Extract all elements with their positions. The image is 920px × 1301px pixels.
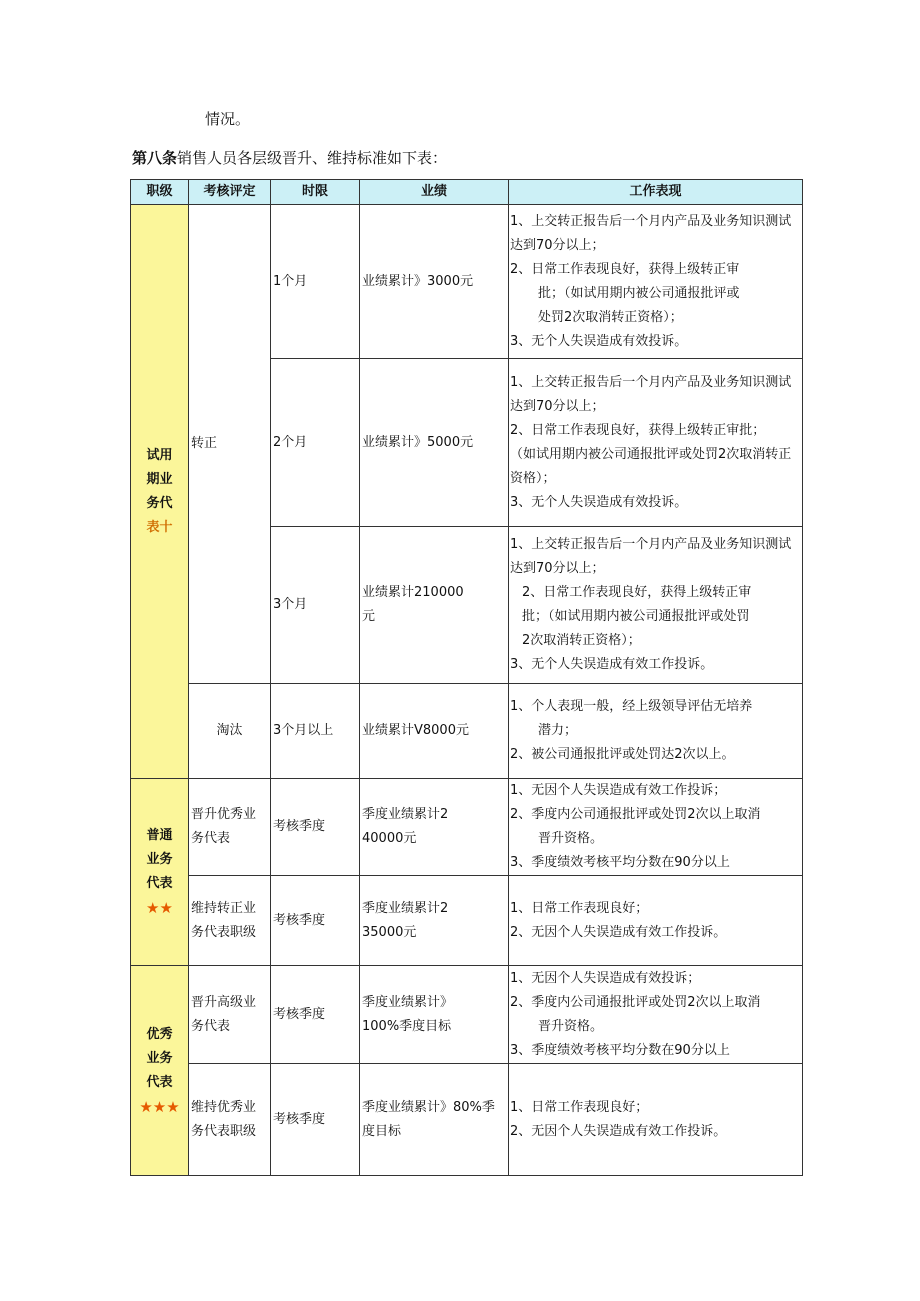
level-line: 业务 xyxy=(146,852,173,867)
work-cell xyxy=(509,966,803,1064)
performance-cell xyxy=(360,966,509,1064)
work-line: 潜力； xyxy=(538,723,578,738)
performance-cell: 业绩累计V8000元 xyxy=(360,684,509,779)
promotion-standards-table xyxy=(130,179,803,1176)
performance-line: 业绩累计210000 xyxy=(362,585,464,600)
star-rating-icon: ★★★ xyxy=(139,1097,180,1116)
level-line: 普通 xyxy=(146,828,173,843)
work-line: 晋升资格。 xyxy=(538,831,604,846)
work-line: 3、无个人失误造成有效投诉。 xyxy=(510,494,688,510)
table-row xyxy=(131,779,803,876)
performance-cell xyxy=(360,779,509,876)
performance-line: 100%季度目标 xyxy=(362,1018,452,1034)
work-line: 3、季度绩效考核平均分数在90分以上 xyxy=(510,1042,730,1058)
header-period: 时限 xyxy=(271,180,360,205)
level-line: 务代 xyxy=(146,495,173,511)
star-rating-icon: ★★ xyxy=(146,899,173,917)
work-cell xyxy=(509,684,803,779)
period-cell: 考核季度 xyxy=(271,779,360,876)
performance-cell: 业绩累计》3000元 xyxy=(360,205,509,359)
work-line: 3、无个人失误造成有效投诉。 xyxy=(510,333,688,349)
level-cell-regular xyxy=(131,779,189,966)
article-heading xyxy=(132,147,447,168)
assessment-line: 晋升高级业 xyxy=(191,994,257,1010)
header-performance: 业绩 xyxy=(360,180,509,205)
work-line: 批；（如试用期内被公司通报批评或 xyxy=(538,285,740,301)
performance-line: 季度业绩累计2 xyxy=(362,900,449,916)
work-line: （如试用期内被公司通报批评或处罚2次取消转正资格）； xyxy=(510,446,792,486)
assessment-cell: 转正 xyxy=(189,205,271,684)
work-line: 3、无个人失误造成有效工作投诉。 xyxy=(510,657,714,672)
work-line: 1、上交转正报告后一个月内产品及业务知识测试达到70分以上； xyxy=(510,537,792,576)
assessment-line: 务代表 xyxy=(191,1018,231,1034)
work-cell xyxy=(509,527,803,684)
header-work: 工作表现 xyxy=(509,180,803,205)
period-cell: 1个月 xyxy=(271,205,360,359)
work-line: 1、个人表现一般，经上级领导评估无培养 xyxy=(510,699,753,714)
performance-line: 季度业绩累计》80%季 xyxy=(362,1099,495,1115)
work-line: 1、上交转正报告后一个月内产品及业务知识测试达到70分以上； xyxy=(510,374,792,414)
assessment-line: 维持优秀业 xyxy=(191,1099,257,1115)
work-line: 2、日常工作表现良好，获得上级转正审批； xyxy=(510,422,766,438)
work-line: 1、日常工作表现良好； xyxy=(510,900,649,916)
work-line: 3、季度绩效考核平均分数在90分以上 xyxy=(510,855,730,870)
table-row xyxy=(131,1064,803,1176)
header-level: 职级 xyxy=(131,180,189,205)
level-line: 试用 xyxy=(146,447,173,463)
assessment-cell: 淘汰 xyxy=(189,684,271,779)
assessment-cell xyxy=(189,966,271,1064)
assessment-cell xyxy=(189,779,271,876)
work-line: 批；（如试用期内被公司通报批评或处罚 xyxy=(522,609,750,624)
period-cell: 考核季度 xyxy=(271,876,360,966)
assessment-line: 维持转正业 xyxy=(191,900,257,916)
work-line: 2、季度内公司通报批评或处罚2次以上取消 xyxy=(510,807,761,822)
work-line: 1、无因个人失误造成有效工作投诉； xyxy=(510,783,727,798)
work-line: 1、上交转正报告后一个月内产品及业务知识测试达到70分以上； xyxy=(510,213,792,253)
period-cell: 2个月 xyxy=(271,359,360,527)
performance-line: 40000元 xyxy=(362,831,417,846)
assessment-line: 务代表职级 xyxy=(191,1123,257,1139)
performance-cell xyxy=(360,527,509,684)
work-line: 2、被公司通报批评或处罚达2次以上。 xyxy=(510,747,735,762)
level-line: 业务 xyxy=(146,1050,173,1066)
intro-line: 情况。 xyxy=(205,110,251,128)
table-row xyxy=(131,684,803,779)
table-row xyxy=(131,876,803,966)
article-label: 第八条 xyxy=(132,149,178,167)
performance-cell: 业绩累计》5000元 xyxy=(360,359,509,527)
work-line: 1、日常工作表现良好； xyxy=(510,1099,649,1115)
assessment-line: 务代表职级 xyxy=(191,924,257,940)
header-assessment: 考核评定 xyxy=(189,180,271,205)
work-line: 2、无因个人失误造成有效工作投诉。 xyxy=(510,1123,727,1139)
performance-cell xyxy=(360,876,509,966)
level-line: 优秀 xyxy=(146,1026,173,1042)
table-row xyxy=(131,205,803,359)
assessment-cell xyxy=(189,1064,271,1176)
assessment-line: 晋升优秀业 xyxy=(191,807,257,822)
work-cell xyxy=(509,876,803,966)
level-cell-probation xyxy=(131,205,189,779)
work-cell xyxy=(509,205,803,359)
performance-line: 度目标 xyxy=(362,1123,402,1139)
work-line: 晋升资格。 xyxy=(538,1018,604,1034)
work-line: 2、日常工作表现良好，获得上级转正审 xyxy=(522,585,752,600)
work-line: 处罚2次取消转正资格）； xyxy=(538,309,683,325)
performance-line: 元 xyxy=(362,609,376,624)
level-line: 代表 xyxy=(146,1074,173,1090)
period-cell: 考核季度 xyxy=(271,966,360,1064)
level-subline: 表十 xyxy=(146,519,173,535)
assessment-line: 务代表 xyxy=(191,831,231,846)
article-text: 销售人员各层级晋升、维持标准如下表： xyxy=(177,149,448,167)
work-line: 2、无因个人失误造成有效工作投诉。 xyxy=(510,924,727,940)
level-line: 代表 xyxy=(146,876,173,891)
work-cell xyxy=(509,779,803,876)
performance-line: 季度业绩累计》 xyxy=(362,994,454,1010)
assessment-cell xyxy=(189,876,271,966)
work-line: 2、季度内公司通报批评或处罚2次以上取消 xyxy=(510,994,761,1010)
work-line: 2、日常工作表现良好，获得上级转正审 xyxy=(510,261,740,277)
performance-line: 35000元 xyxy=(362,924,417,940)
work-cell xyxy=(509,1064,803,1176)
table-header-row xyxy=(131,180,803,205)
performance-line: 季度业绩累计2 xyxy=(362,807,449,822)
work-line: 1、无因个人失误造成有效投诉； xyxy=(510,970,701,986)
performance-cell xyxy=(360,1064,509,1176)
table-row xyxy=(131,966,803,1064)
work-line: 2次取消转正资格）； xyxy=(522,633,641,648)
level-line: 期业 xyxy=(146,471,173,487)
work-cell xyxy=(509,359,803,527)
level-cell-excellent xyxy=(131,966,189,1176)
period-cell: 3个月以上 xyxy=(271,684,360,779)
period-cell: 3个月 xyxy=(271,527,360,684)
period-cell: 考核季度 xyxy=(271,1064,360,1176)
